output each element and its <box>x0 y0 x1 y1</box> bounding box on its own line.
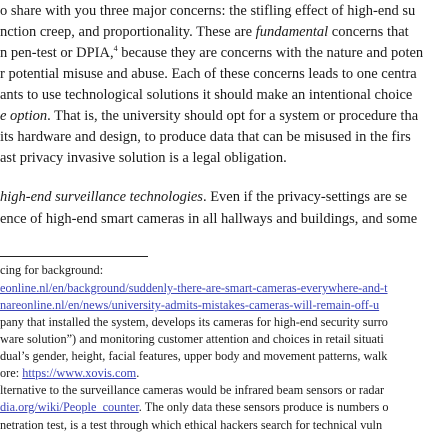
body-line: nction creep, and proportionality. These are fundamental concerns that <box>0 24 409 40</box>
footnote-link[interactable]: https://www.xovis.com <box>22 366 137 380</box>
footnote-line: pany that installed the system, develops its cameras for high-end security surro <box>0 315 388 329</box>
body-line: o share with you three major concerns: the stifling effect of high-end su <box>0 3 416 19</box>
emphasis: high-end surveillance technologies <box>0 189 203 205</box>
body-line: ants to use technological solutions it should make an intentional choice <box>0 87 413 103</box>
footnote-line: dia.org/wiki/People_counter. The only data these sensors produce is numbers o <box>0 400 389 414</box>
footnote-line <box>0 299 379 311</box>
footnote-line: dual’s gender, height, facial features, upper body and movement patterns, walk <box>0 349 388 363</box>
emphasis: fundamental <box>255 24 329 40</box>
footnote-line: netration test, is a test through which ethical hackers search for technical vuln <box>0 418 383 432</box>
body-line: high-end surveillance technologies. Even if the privacy-settings are se <box>0 189 408 205</box>
footnote-link[interactable]: dia.org/wiki/People_counter <box>0 400 139 414</box>
footnote-link[interactable]: eonline.nl/en/background/suddenly-there-are-smart-cameras-everywhere-and-t <box>0 281 388 295</box>
body-line: ence of high-end smart cameras in all hallways and buildings, and some <box>0 211 418 227</box>
body-line: ast privacy invasive solution is a legal obligation. <box>0 150 287 166</box>
emphasis: e option <box>0 108 48 124</box>
footnote-line: ware solution”) and monitoring customer attention and choices in retail situati <box>0 332 384 346</box>
body-line: n pen-test or DPIA,$^4$ because they are concerns with the nature and poten <box>0 44 423 61</box>
body-line: e option. That is, the university should opt for a system or procedure tha <box>0 108 419 124</box>
body-line: its hardware and design, to produce data that can be misused in the firs <box>0 129 411 145</box>
footnote-ref[interactable]: 4 <box>113 44 118 54</box>
body-line: r potential misuse and abuse. Each of these concerns leads to one centra <box>0 66 417 82</box>
footnote-separator <box>0 256 148 257</box>
footnote-line: cing for background: <box>0 263 104 277</box>
footnote-line <box>0 282 388 294</box>
footnote-line: ore: https://www.xovis.com. <box>0 366 140 380</box>
footnote-line: lternative to the surveillance cameras would be infrared beam sensors or radar <box>0 383 385 397</box>
footnote-link[interactable]: nareonline.nl/en/news/university-admits-mistakes-cameras-will-remain-off-u <box>0 298 380 312</box>
